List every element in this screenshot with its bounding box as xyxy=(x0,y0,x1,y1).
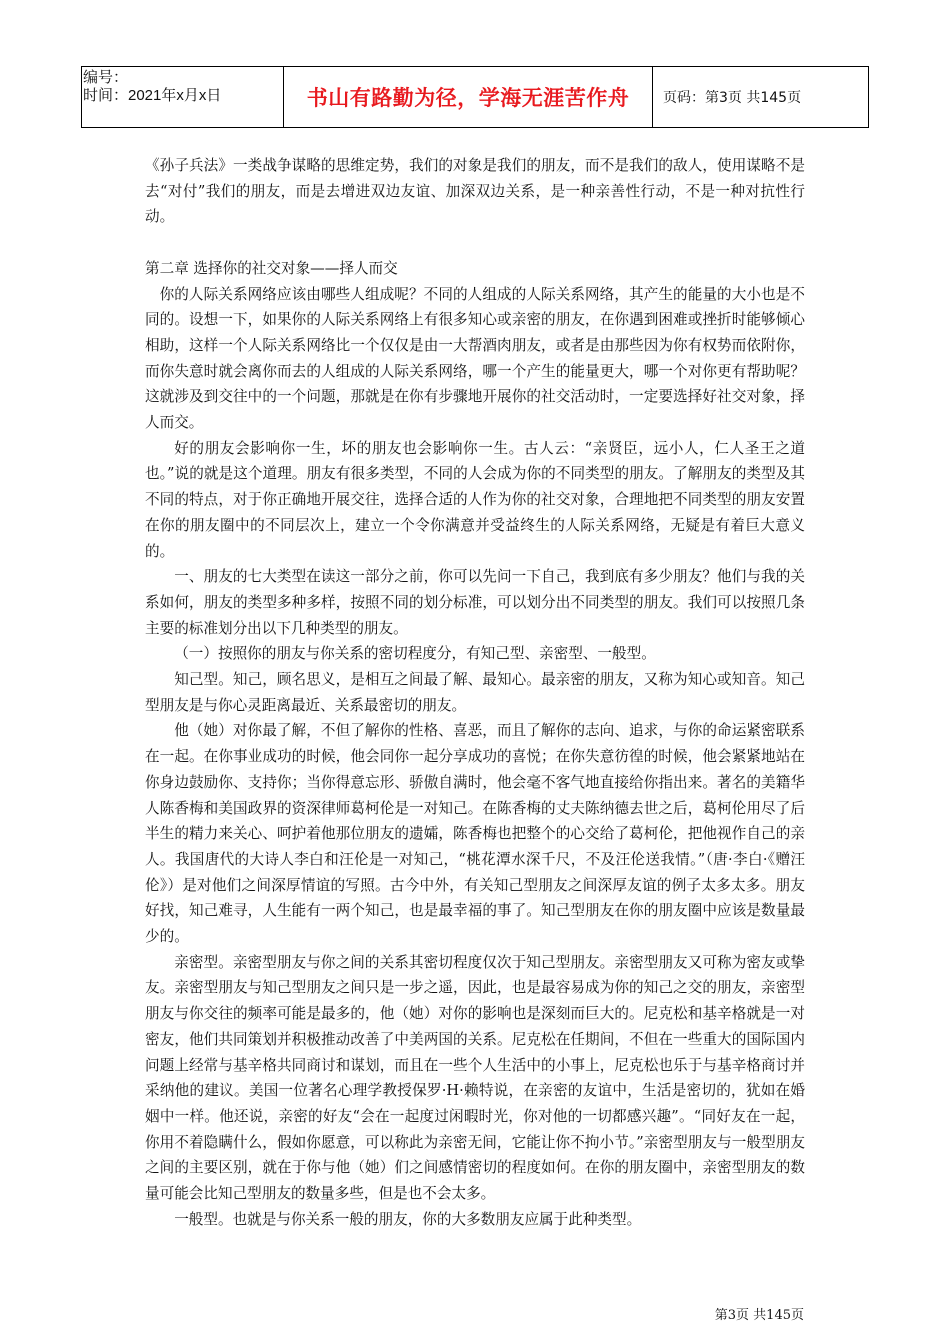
paragraph: 他（她）对你最了解，不但了解你的性格、喜恶，而且了解你的志向、追求，与你的命运紧密联系在一起。在你事业成功的时候，他会同你一起分享成功的喜悦；在你失意彷徨的时候，他会紧紧地站在你身边鼓励你、支持你；当你得意忘形、骄傲自满时，他会毫不客气地直接给你指出来。著名的美籍华人陈香梅和美国政界的资深律师葛柯伦是一对知己。在陈香梅的丈夫陈纳德去世之后，葛柯伦用尽了后半生的精力来关心、呵护着他那位朋友的遗孀，陈香梅也把整个的心交给了葛柯伦，把他视作自己的亲人。我国唐代的大诗人李白和汪伦是一对知己，“桃花潭水深千尺，不及汪伦送我情。”（唐·李白·《赠汪伦》）是对他们之间深厚情谊的写照。古今中外，有关知己型朋友之间深厚友谊的例子太多太多。朋友好找，知己难寻，人生能有一两个知己，也是最幸福的事了。知己型朋友在你的朋友圈中应该是数量最少的。 xyxy=(145,722,805,946)
page-number-label: 页码：第3页 共145页 xyxy=(663,90,802,106)
doc-number-label: 编号： xyxy=(83,69,129,86)
page-header xyxy=(81,66,869,128)
paragraph: 你的人际关系网络应该由哪些人组成呢？不同的人组成的人际关系网络，其产生的能量的大小也是不同的。设想一下，如果你的人际关系网络上有很多知心或亲密的朋友，在你遇到困难或挫折时能够倾心相助，这样一个人际关系网络比一个仅仅是由一大帮酒肉朋友，或者是由那些因为你有权势而依附你，而你失意时就会离你而去的人组成的人际关系网络，哪一个产生的能量更大，哪一个对你更有帮助呢？这就涉及到交往中的一个问题，那就是在你有步骤地开展你的社交活动时，一定要选择好社交对象，择人而交。 xyxy=(145,285,805,432)
page-number-cell xyxy=(653,67,869,128)
paragraph: 亲密型。亲密型朋友与你之间的关系其密切程度仅次于知己型朋友。亲密型朋友又可称为密友或挚友。亲密型朋友与知己型朋友之间只是一步之遥，因此，也是最容易成为你的知己之交的朋友，亲密型朋友与你交往的频率可能是最多的，他（她）对你的影响也是深刻而巨大的。尼克松和基辛格就是一对密友，他们共同策划并积极推动改善了中美两国的关系。尼克松在任期间，不但在一些重大的国际国内问题上经常与基辛格共同商讨和谋划，而且在一些个人生活中的小事上，尼克松也乐于与基辛格商讨并采纳他的建议。美国一位著名心理学教授保罗·H·赖特说，在亲密的友谊中，生活是密切的，犹如在婚姻中一样。他还说，亲密的好友“会在一起度过闲暇时光，你对他的一切都感兴趣”。“同好友在一起，你用不着隐瞒什么，假如你愿意，可以称此为亲密无间，它能让你不拘小节。”亲密型朋友与一般型朋友之间的主要区别，就在于你与他（她）们之间感情密切的程度如何。在你的朋友圈中，亲密型朋友的数量可能会比知己型朋友的数量多些，但是也不会太多。 xyxy=(145,953,805,1203)
paragraph: 一般型。也就是与你关系一般的朋友，你的大多数朋友应属于此种类型。 xyxy=(174,1210,642,1228)
chapter-heading: 第二章 选择你的社交对象——择人而交 xyxy=(145,259,398,277)
document-body xyxy=(145,153,805,1233)
motto-text: 书山有路勤为径，学海无涯苦作舟 xyxy=(306,86,630,110)
date-label: 时间：2021年x月x日 xyxy=(83,87,222,104)
paragraph: 好的朋友会影响你一生，坏的朋友也会影响你一生。古人云：“亲贤臣，远小人，仁人圣王之道也。”说的就是这个道理。朋友有很多类型，不同的人会成为你的不同类型的朋友。了解朋友的类型及其不同的特点，对于你正确地开展交往，选择合适的人作为你的社交对象，合理地把不同类型的朋友安置在你的朋友圈中的不同层次上，建立一个令你满意并受益终生的人际关系网络，无疑是有着巨大意义的。 xyxy=(145,439,805,560)
page-footer: 第3页 共145页 xyxy=(714,1308,804,1323)
motto-cell xyxy=(284,67,653,128)
paragraph: （一）按照你的朋友与你关系的密切程度分，有知己型、亲密型、一般型。 xyxy=(174,645,656,663)
paragraph-continuation: 《孙子兵法》一类战争谋略的思维定势，我们的对象是我们的朋友，而不是我们的敌人，使用谋略不是去“对付”我们的朋友，而是去增进双边友谊、加深双边关系，是一种亲善性行动，不是一种对抗性行动。 xyxy=(145,157,805,226)
header-meta-cell xyxy=(82,67,284,128)
paragraph: 知己型。知己，顾名思义，是相互之间最了解、最知心。最亲密的朋友，又称为知心或知音。知己型朋友是与你心灵距离最近、关系最密切的朋友。 xyxy=(145,671,805,714)
paragraph: 一、朋友的七大类型在读这一部分之前，你可以先问一下自己，我到底有多少朋友？他们与我的关系如何，朋友的类型多种多样，按照不同的划分标准，可以划分出不同类型的朋友。我们可以按照几条主要的标准划分出以下几种类型的朋友。 xyxy=(145,568,805,637)
